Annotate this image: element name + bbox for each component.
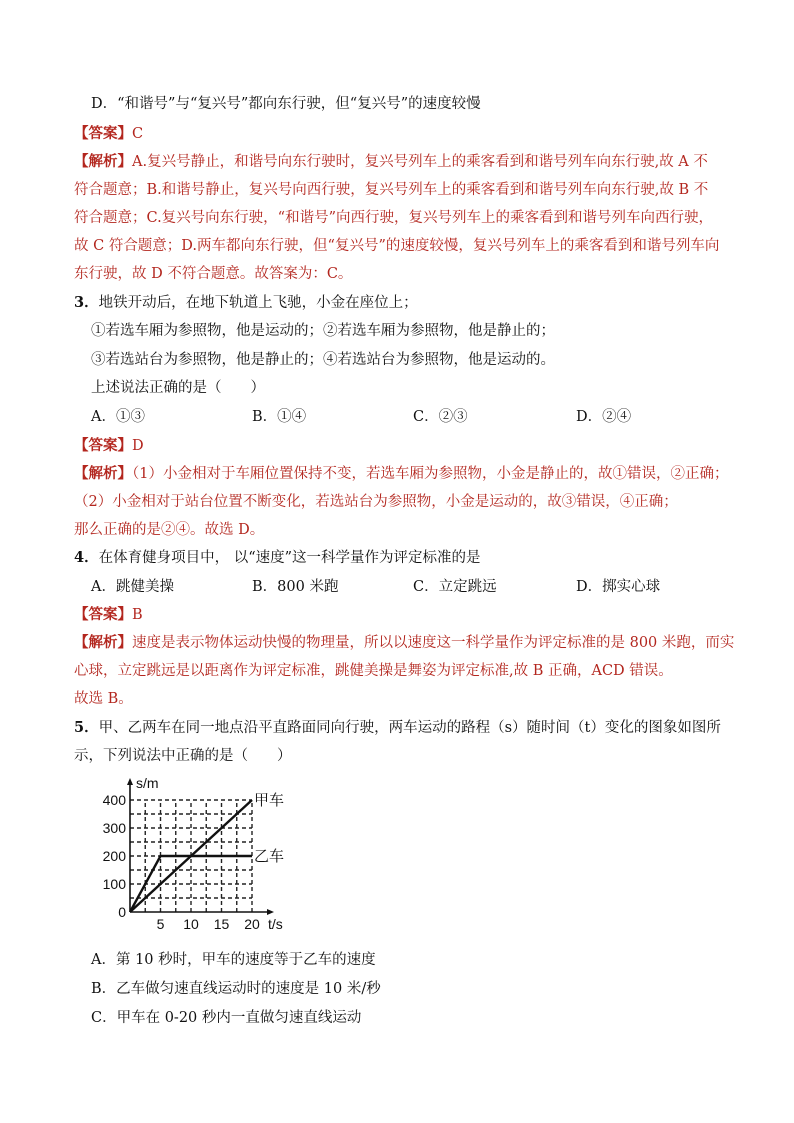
- q3-stem: [74, 293, 418, 313]
- x-axis-label: t/s: [268, 916, 283, 932]
- analysis-tag: 【解析】: [74, 634, 132, 651]
- question-text: 地铁开动后，在地下轨道上飞驰，小金在座位上；: [98, 295, 418, 311]
- answer-tag: 【答案】: [74, 437, 132, 454]
- question-number: 3．: [74, 294, 99, 311]
- q3-option-c: C．②③: [413, 409, 468, 425]
- x-tick-label: 10: [183, 916, 199, 932]
- q2-analysis-line-5: 东行驶，故 D 不符合题意。故答案为：C。: [74, 266, 353, 282]
- x-tick-label: 20: [244, 916, 260, 932]
- q2-analysis-line-2: 符合题意；B.和谐号静止，复兴号向西行驶，复兴号列车上的乘客看到和谐号列车向东行驶,故 B 不: [74, 182, 709, 198]
- answer-value: C: [132, 126, 144, 142]
- q3-option-a: A．①③: [91, 409, 145, 425]
- q4-answer: [74, 605, 143, 625]
- q2-analysis-line-1: [74, 152, 708, 172]
- analysis-text: 速度是表示物体运动快慢的物理量，所以以速度这一科学量作为评定标准的是 800 米跑，而实: [132, 635, 735, 651]
- q4-option-b: B．800 米跑: [252, 579, 339, 595]
- q5-option-c: C．甲车在 0-20 秒内一直做匀速直线运动: [91, 1010, 362, 1026]
- analysis-text: A.复兴号静止，和谐号向东行驶时，复兴号列车上的乘客看到和谐号列车向东行驶,故 A 不: [132, 154, 708, 170]
- y-axis-arrow: [127, 778, 133, 785]
- question-text: 在体育健身项目中， 以“速度”这一科学量作为评定标准的是: [98, 550, 481, 566]
- q4-analysis-line-1: [74, 633, 734, 653]
- q3-analysis-line-1: [74, 464, 728, 484]
- analysis-tag: 【解析】: [74, 153, 132, 170]
- q3-question: 上述说法正确的是（ ）: [91, 380, 265, 396]
- series-name-2: 乙车: [254, 848, 285, 865]
- x-tick-label: 15: [213, 916, 230, 932]
- q3-option-d: D．②④: [576, 409, 632, 425]
- q5-option-a: A．第 10 秒时，甲车的速度等于乙车的速度: [91, 952, 376, 968]
- answer-tag: 【答案】: [74, 606, 132, 623]
- analysis-text: （1）小金相对于车厢位置保持不变，若选车厢为参照物，小金是静止的，故①错误，②正确；: [132, 466, 729, 482]
- question-number: 4．: [74, 549, 99, 566]
- q4-analysis-line-2: 心球，立定跳远是以距离作为评定标准，跳健美操是舞姿为评定标准,故 B 正确，ACD 错误。: [74, 663, 673, 679]
- q2-analysis-line-4: 故 C 符合题意；D.两车都向东行驶，但“复兴号”的速度较慢，复兴号列车上的乘客看到和谐号列车向: [74, 238, 720, 254]
- q3-answer: [74, 436, 144, 456]
- q3-option-b: B．①④: [252, 409, 307, 425]
- q5-stem-line-2: 示，下列说法中正确的是（ ）: [74, 748, 292, 764]
- answer-value: D: [132, 438, 144, 454]
- question-text: 甲、乙两车在同一地点沿平直路面同向行驶，两车运动的路程（s）随时间（t）变化的图象如图所: [98, 720, 721, 736]
- y-tick-label: 100: [102, 876, 126, 892]
- x-axis-arrow: [267, 909, 274, 915]
- series-name-1: 甲车: [254, 792, 285, 809]
- y-tick-label: 300: [102, 820, 126, 836]
- q3-statement-2: ③若选站台为参照物，他是静止的；④若选站台为参照物，他是运动的。: [91, 352, 555, 368]
- analysis-tag: 【解析】: [74, 465, 132, 482]
- q2-option-d: D．“和谐号”与“复兴号”都向东行驶，但“复兴号”的速度较慢: [91, 96, 481, 112]
- q5-option-b: B．乙车做匀速直线运动时的速度是 10 米/秒: [91, 981, 381, 997]
- answer-value: B: [132, 607, 143, 623]
- y-axis-label: s/m: [136, 775, 159, 791]
- q4-option-d: D．掷实心球: [576, 579, 661, 595]
- distance-time-chart: [96, 772, 296, 940]
- y-tick-label: 400: [102, 792, 126, 808]
- q4-stem: [74, 548, 481, 568]
- y-tick-label: 200: [102, 848, 126, 864]
- q3-analysis-line-2: （2）小金相对于站台位置不断变化，若选站台为参照物，小金是运动的，故③错误，④正确；: [74, 494, 678, 510]
- q2-analysis-line-3: 符合题意；C.复兴号向东行驶，“和谐号”向西行驶，复兴号列车上的乘客看到和谐号列车向西行驶，: [74, 210, 714, 226]
- answer-tag: 【答案】: [74, 125, 132, 142]
- q4-option-a: A．跳健美操: [91, 579, 174, 595]
- x-tick-label: 5: [156, 916, 165, 932]
- q4-option-c: C．立定跳远: [413, 579, 497, 595]
- q4-analysis-line-3: 故选 B。: [74, 691, 133, 707]
- q5-stem-line-1: [74, 718, 721, 738]
- q2-answer: [74, 124, 143, 144]
- question-number: 5．: [74, 719, 99, 736]
- q3-statement-1: ①若选车厢为参照物，他是运动的；②若选车厢为参照物，他是静止的；: [91, 323, 555, 339]
- q3-analysis-line-3: 那么正确的是②④。故选 D。: [74, 522, 265, 538]
- origin-label: 0: [118, 904, 126, 920]
